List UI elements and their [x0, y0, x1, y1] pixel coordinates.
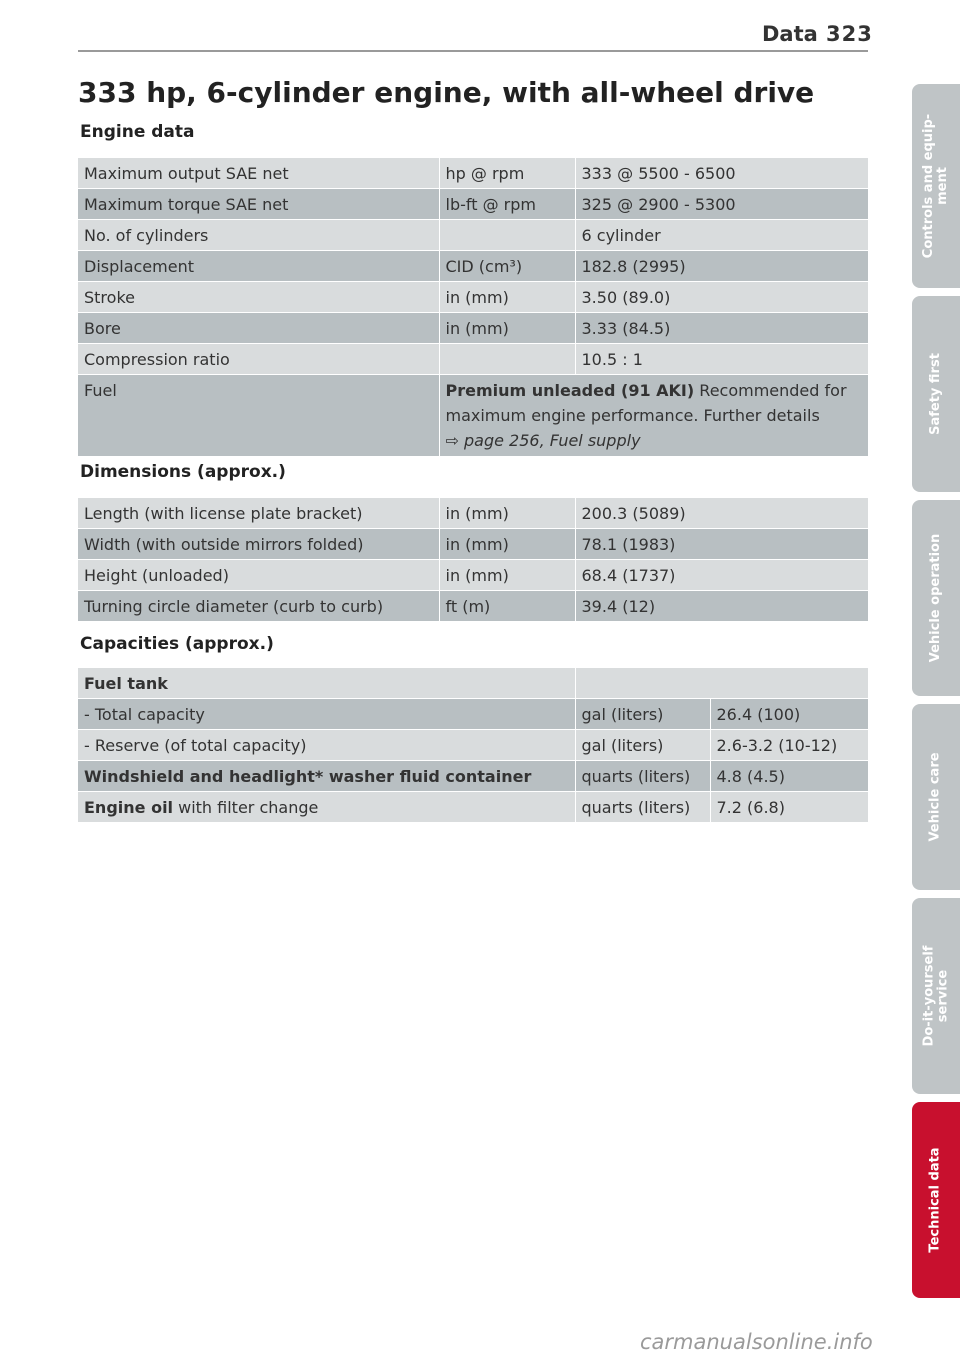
- side-tab-label: [922, 946, 950, 1047]
- side-tab-label: Safety first: [928, 353, 944, 435]
- capacities-heading: Capacities (approx.): [80, 634, 274, 654]
- row-value: 4.8 (4.5): [710, 761, 868, 792]
- row-value: 39.4 (12): [575, 591, 868, 622]
- side-tab-text: Controls and equip- ment: [921, 113, 950, 259]
- row-value: 10.5 : 1: [575, 344, 868, 375]
- row-label: Width (with outside mirrors folded): [78, 529, 439, 560]
- side-tab-text: Do-it-yourself service: [921, 945, 951, 1047]
- watermark: carmanualsonline.info: [640, 1330, 873, 1354]
- row-label: Bore: [78, 313, 439, 344]
- row-value: 7.2 (6.8): [710, 792, 868, 823]
- page-number: 323: [826, 22, 873, 46]
- side-tab-vehicle-care[interactable]: [912, 704, 960, 890]
- row-label: No. of cylinders: [78, 220, 439, 251]
- row-label: - Reserve (of total capacity): [78, 730, 575, 761]
- page-title: 333 hp, 6-cylinder engine, with all-wheel drive: [78, 76, 815, 109]
- row-value: 325 @ 2900 - 5300: [575, 189, 868, 220]
- row-label: - Total capacity: [78, 699, 575, 730]
- engine-data-heading: Engine data: [80, 122, 195, 142]
- engine-data-table: [78, 158, 868, 457]
- row-label: Compression ratio: [78, 344, 439, 375]
- ref-arrow-icon: ⇨: [445, 431, 459, 450]
- fuel-tank-label: Fuel tank: [78, 668, 575, 699]
- row-unit: in (mm): [439, 529, 575, 560]
- table-row: [78, 668, 868, 699]
- side-tab-technical-data[interactable]: [912, 1102, 960, 1298]
- row-value: 333 @ 5500 - 6500: [575, 158, 868, 189]
- header-rule: [78, 50, 868, 52]
- fuel-note: Recommended for maximum engine performance. Further details: [445, 381, 847, 425]
- row-label: Height (unloaded): [78, 560, 439, 591]
- side-tab-label: Technical data: [928, 1147, 943, 1253]
- row-unit: in (mm): [439, 498, 575, 529]
- table-row: [78, 699, 868, 730]
- table-row: [78, 591, 868, 622]
- row-value: 2.6-3.2 (10-12): [710, 730, 868, 761]
- row-label: Stroke: [78, 282, 439, 313]
- row-label: Maximum torque SAE net: [78, 189, 439, 220]
- row-value: 26.4 (100): [710, 699, 868, 730]
- table-row: [78, 560, 868, 591]
- row-value: 68.4 (1737): [575, 560, 868, 591]
- row-unit: quarts (liters): [575, 761, 710, 792]
- row-label: Turning circle diameter (curb to curb): [78, 591, 439, 622]
- table-row: [78, 344, 868, 375]
- side-tab-label: [922, 114, 950, 258]
- side-tab-controls[interactable]: [912, 84, 960, 288]
- table-row: [78, 251, 868, 282]
- capacities-table: [78, 668, 868, 823]
- row-unit: in (mm): [439, 560, 575, 591]
- table-row: [78, 498, 868, 529]
- row-unit: CID (cm³): [439, 251, 575, 282]
- row-value: 3.33 (84.5): [575, 313, 868, 344]
- row-value: 182.8 (2995): [575, 251, 868, 282]
- table-row: [78, 313, 868, 344]
- row-label: Fuel: [78, 375, 439, 457]
- side-tab-safety[interactable]: [912, 296, 960, 492]
- row-unit: ft (m): [439, 591, 575, 622]
- table-row: [78, 282, 868, 313]
- row-unit: hp @ rpm: [439, 158, 575, 189]
- table-row-fuel: [78, 375, 868, 457]
- header-section-title: Data: [762, 22, 818, 46]
- row-unit: in (mm): [439, 282, 575, 313]
- row-unit: [439, 344, 575, 375]
- table-row: [78, 529, 868, 560]
- side-tab-label: Vehicle care: [928, 752, 943, 842]
- row-unit: lb-ft @ rpm: [439, 189, 575, 220]
- empty-cell: [575, 668, 868, 699]
- fuel-page-reference[interactable]: page 256, Fuel supply: [464, 431, 641, 450]
- table-row: [78, 792, 868, 823]
- table-row: [78, 158, 868, 189]
- row-label: Displacement: [78, 251, 439, 282]
- table-row: [78, 761, 868, 792]
- row-value: 78.1 (1983): [575, 529, 868, 560]
- row-value: 200.3 (5089): [575, 498, 868, 529]
- side-tab-diy-service[interactable]: [912, 898, 960, 1094]
- row-unit: gal (liters): [575, 699, 710, 730]
- table-row: [78, 189, 868, 220]
- table-row: [78, 730, 868, 761]
- fuel-type: Premium unleaded (91 AKI): [445, 381, 695, 400]
- row-label: [78, 792, 575, 823]
- row-value: 3.50 (89.0): [575, 282, 868, 313]
- engine-oil-label: Engine oil: [84, 797, 174, 817]
- row-unit: quarts (liters): [575, 792, 710, 823]
- row-unit: [439, 220, 575, 251]
- dimensions-table: [78, 498, 868, 622]
- row-label: Windshield and headlight* washer fluid container: [78, 761, 575, 792]
- row-label: Length (with license plate bracket): [78, 498, 439, 529]
- side-tab-label: Vehicle operation: [928, 533, 944, 663]
- side-tab-vehicle-operation[interactable]: [912, 500, 960, 696]
- engine-oil-note: with filter change: [173, 797, 319, 817]
- dimensions-heading: Dimensions (approx.): [80, 462, 286, 482]
- row-label: Maximum output SAE net: [78, 158, 439, 189]
- fuel-description: [439, 375, 868, 457]
- table-row: [78, 220, 868, 251]
- row-unit: gal (liters): [575, 730, 710, 761]
- row-value: 6 cylinder: [575, 220, 868, 251]
- row-unit: in (mm): [439, 313, 575, 344]
